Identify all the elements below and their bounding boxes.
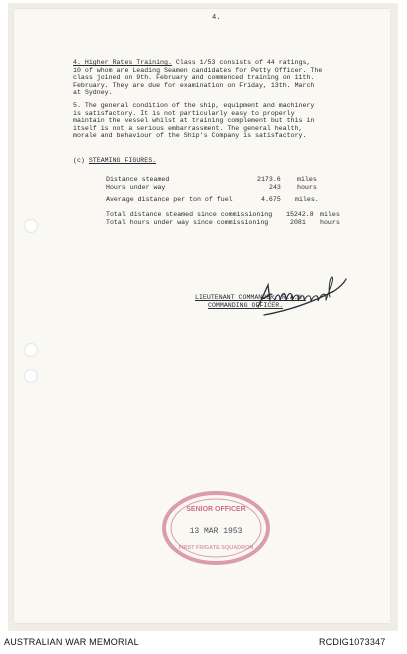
row-total-distance-label: Total distance steamed since commissioning bbox=[106, 211, 273, 218]
para5-line-4: itself is not a serious embarrassment. The general health, bbox=[73, 124, 303, 132]
binder-hole bbox=[24, 343, 38, 357]
archive-footer-right: RCDIG1073347 bbox=[319, 637, 386, 647]
steaming-prefix: (c) bbox=[73, 157, 85, 164]
para4-line-3: class joined on 9th. February and commenced training on 11th. bbox=[73, 74, 315, 81]
para4-line-2: 10 of whom are Leading Seamen candidates for Petty Officer. The bbox=[73, 66, 323, 74]
para5-line-2: is satisfactory. It is not particularly easy to properly bbox=[73, 109, 295, 117]
row-total-hours-label: Total hours under way since commissioning bbox=[106, 218, 269, 226]
row-distance-label: Distance steamed bbox=[106, 176, 170, 183]
para4-line-1 bbox=[73, 59, 310, 67]
row-total-distance-value: 15242.8 bbox=[286, 211, 314, 218]
stamp-top-text: SENIOR OFFICER bbox=[186, 506, 246, 513]
steaming-heading-line bbox=[73, 157, 156, 165]
row-total-hours-unit: hours bbox=[320, 218, 340, 226]
stamp-bottom-text: FIRST FRIGATE SQUADRON bbox=[178, 545, 254, 551]
archive-footer-left: AUSTRALIAN WAR MEMORIAL bbox=[4, 637, 139, 647]
signature-rank: LIEUTENANT COMMANDER, R.A.N. bbox=[195, 294, 306, 301]
para4-heading: 4. Higher Rates Training. bbox=[73, 59, 172, 66]
row-total-distance-unit: miles bbox=[320, 211, 340, 218]
steaming-heading: STEAMING FIGURES. bbox=[88, 157, 157, 164]
row-average-unit: miles. bbox=[295, 196, 319, 203]
row-total-hours-value: 2081 bbox=[290, 218, 306, 226]
binder-hole bbox=[24, 369, 38, 383]
row-distance-unit: miles bbox=[297, 176, 317, 183]
row-hours-value: 243 bbox=[269, 183, 281, 191]
row-average-value: 4.675 bbox=[261, 196, 281, 203]
para4-line-1-text: Class 1/53 consists of 44 ratings, bbox=[175, 59, 311, 66]
row-hours-label: Hours under way bbox=[106, 183, 166, 191]
paper-sheet bbox=[14, 9, 390, 623]
row-average-label: Average distance per ton of fuel bbox=[106, 196, 233, 203]
stamp-date: 13 MAR 1953 bbox=[189, 527, 243, 536]
page-number: 4. bbox=[212, 14, 221, 22]
para5-line-3: maintain the vessel whilst at training complement but this in bbox=[73, 117, 315, 124]
para5-line-5: morale and behaviour of the Ship's Company is satisfactory. bbox=[73, 132, 307, 139]
senior-officer-stamp bbox=[160, 487, 272, 569]
binder-hole bbox=[24, 219, 38, 233]
para4-line-4: February. They are due for examination on Friday, 13th. March bbox=[73, 81, 315, 89]
para5-line-1: 5. The general condition of the ship, equipment and machinery bbox=[73, 102, 315, 109]
signature-role: COMMANDING OFFICER. bbox=[208, 301, 284, 309]
row-distance-value: 2173.6 bbox=[257, 176, 281, 183]
para4-line-5: at Sydney. bbox=[73, 89, 113, 96]
row-hours-unit: hours bbox=[297, 183, 317, 191]
